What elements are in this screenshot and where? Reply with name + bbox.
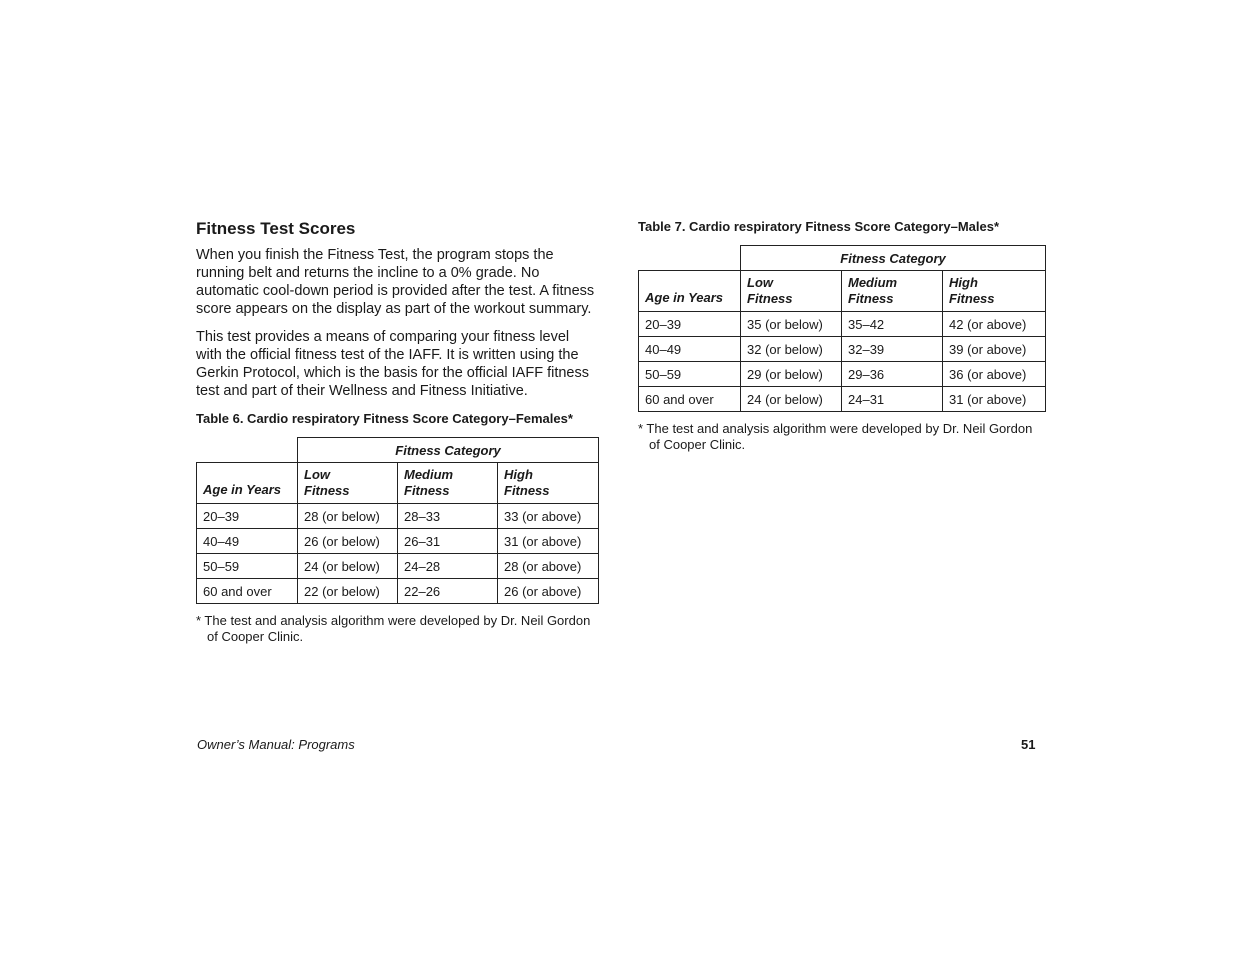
- low-cell: 22 (or below): [298, 579, 398, 604]
- low-cell: 24 (or below): [298, 554, 398, 579]
- low-cell: 24 (or below): [741, 387, 842, 412]
- left-column: [196, 218, 598, 645]
- high-cell: 33 (or above): [498, 504, 599, 529]
- table-row: [197, 529, 599, 554]
- age-cell: 60 and over: [639, 387, 741, 412]
- table-7-footnote: * The test and analysis algorithm were developed by Dr. Neil Gordon of Cooper Clinic.: [638, 421, 1033, 452]
- high-cell: 36 (or above): [943, 362, 1046, 387]
- right-column: [638, 218, 1045, 453]
- column-header-low: Low Fitness: [741, 271, 842, 312]
- table-6-title: Table 6. Cardio respiratory Fitness Score Category–Females*: [196, 411, 573, 426]
- category-header: Fitness Category: [298, 438, 599, 463]
- age-cell: 50–59: [197, 554, 298, 579]
- high-cell: 26 (or above): [498, 579, 599, 604]
- low-cell: 26 (or below): [298, 529, 398, 554]
- age-cell: 50–59: [639, 362, 741, 387]
- age-header: Age in Years: [197, 463, 298, 504]
- section-heading: Fitness Test Scores: [196, 219, 356, 238]
- table-row: [197, 554, 599, 579]
- high-cell: 31 (or above): [498, 529, 599, 554]
- medium-cell: 24–28: [398, 554, 498, 579]
- age-cell: 40–49: [639, 337, 741, 362]
- column-header-low: Low Fitness: [298, 463, 398, 504]
- medium-cell: 28–33: [398, 504, 498, 529]
- medium-cell: 26–31: [398, 529, 498, 554]
- table-7-title: Table 7. Cardio respiratory Fitness Score Category–Males*: [638, 219, 1000, 234]
- column-header-medium: Medium Fitness: [398, 463, 498, 504]
- table-row: [639, 312, 1046, 337]
- medium-cell: 35–42: [842, 312, 943, 337]
- age-cell: 40–49: [197, 529, 298, 554]
- low-cell: 29 (or below): [741, 362, 842, 387]
- high-cell: 42 (or above): [943, 312, 1046, 337]
- medium-cell: 22–26: [398, 579, 498, 604]
- age-cell: 20–39: [197, 504, 298, 529]
- protocol-paragraph: This test provides a means of comparing your fitness level with the official fitness test of the IAFF. It is written using the Gerkin Protocol, which is the basis for the official IAFF fitness test and part of their Wellness and Fitness Initiative.: [196, 329, 590, 399]
- footer-manual-title: Owner’s Manual: Programs: [197, 737, 355, 752]
- column-header-high: High Fitness: [498, 463, 599, 504]
- column-header-high: High Fitness: [943, 271, 1046, 312]
- low-cell: 32 (or below): [741, 337, 842, 362]
- age-cell: 20–39: [639, 312, 741, 337]
- medium-cell: 32–39: [842, 337, 943, 362]
- high-cell: 28 (or above): [498, 554, 599, 579]
- age-cell: 60 and over: [197, 579, 298, 604]
- low-cell: 35 (or below): [741, 312, 842, 337]
- medium-cell: 29–36: [842, 362, 943, 387]
- high-cell: 39 (or above): [943, 337, 1046, 362]
- table-7-males: [638, 245, 1046, 412]
- table-6-footnote: * The test and analysis algorithm were developed by Dr. Neil Gordon of Cooper Clinic.: [196, 613, 591, 644]
- table-row: [639, 387, 1046, 412]
- high-cell: 31 (or above): [943, 387, 1046, 412]
- category-header: Fitness Category: [741, 246, 1046, 271]
- low-cell: 28 (or below): [298, 504, 398, 529]
- intro-paragraph: When you finish the Fitness Test, the program stops the running belt and returns the incline to a 0% grade. No automatic cool-down period is provided after the test. A fitness score appears on the display as part of the workout summary.: [196, 247, 595, 317]
- table-row: [197, 504, 599, 529]
- column-header-medium: Medium Fitness: [842, 271, 943, 312]
- medium-cell: 24–31: [842, 387, 943, 412]
- table-6-females: [196, 437, 599, 604]
- page-number: 51: [1021, 737, 1036, 752]
- age-header: Age in Years: [639, 271, 741, 312]
- table-row: [639, 362, 1046, 387]
- table-row: [197, 579, 599, 604]
- table-row: [639, 337, 1046, 362]
